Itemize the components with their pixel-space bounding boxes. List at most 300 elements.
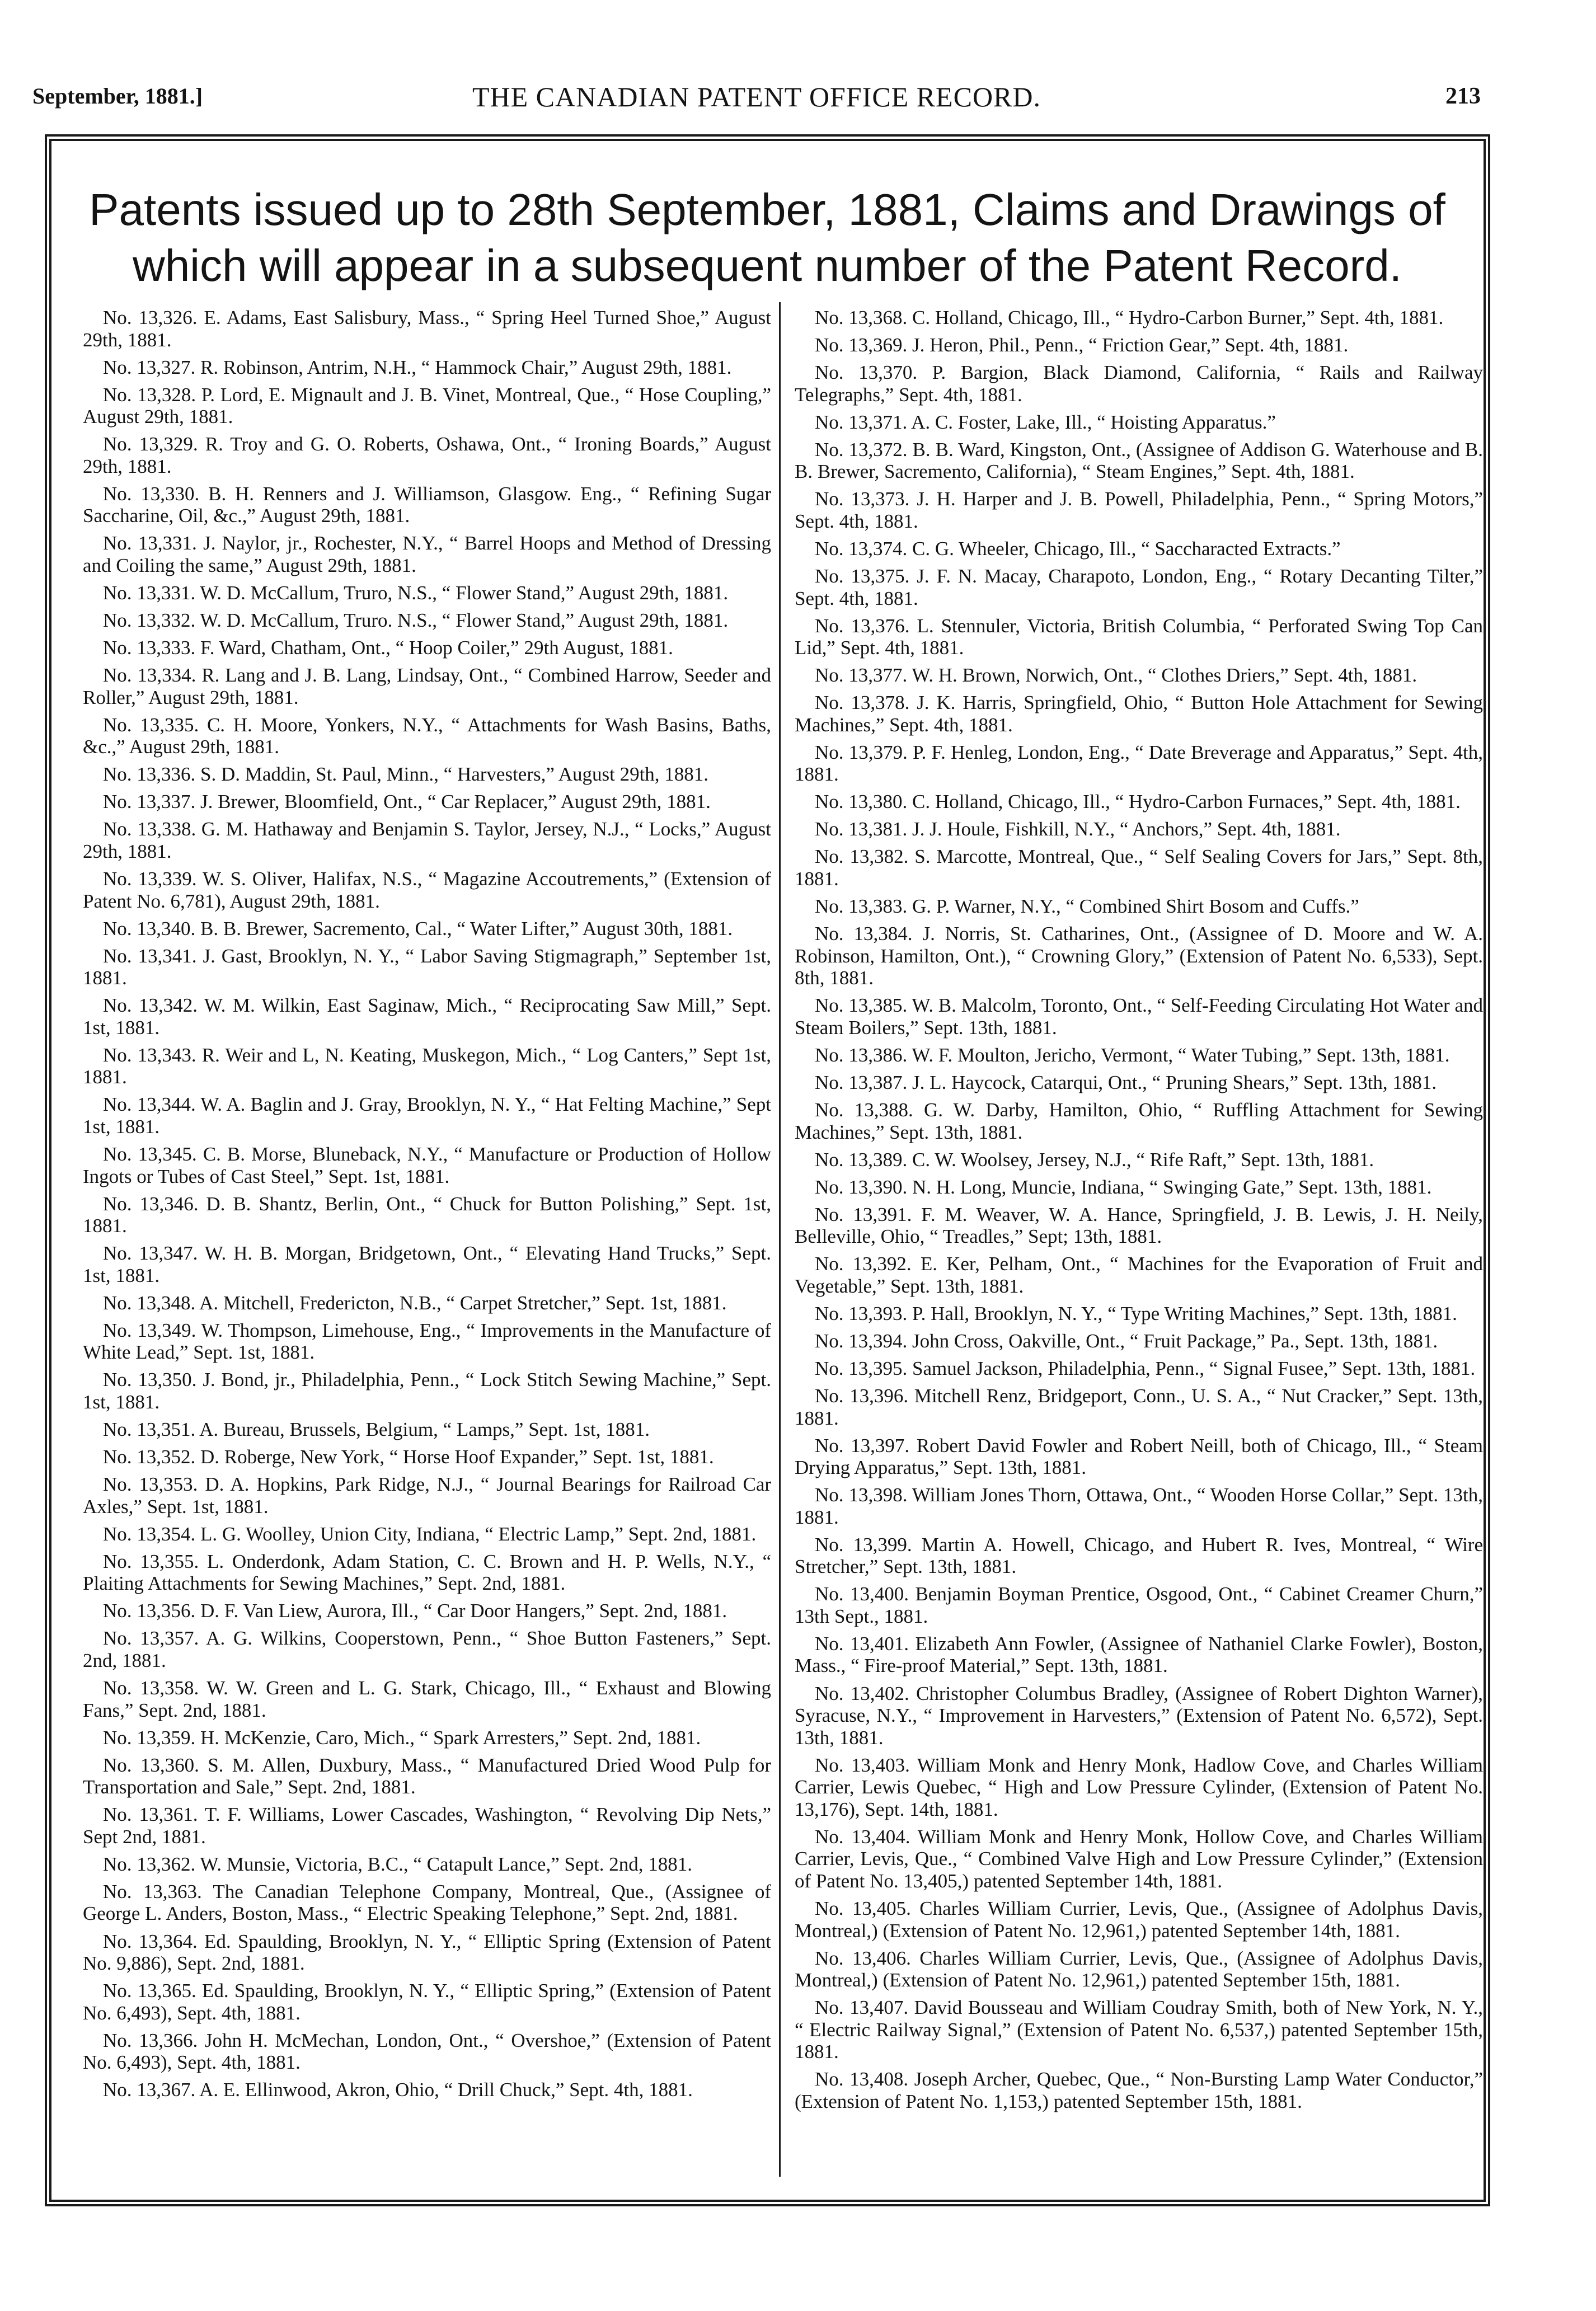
patent-description: H. McKenzie, Caro, Mich., “ Spark Arresters,” Sept. 2nd, 1881. xyxy=(200,1726,701,1749)
patent-description: D. F. Van Liew, Aurora, Ill., “ Car Door Hangers,” Sept. 2nd, 1881. xyxy=(200,1600,727,1622)
patent-entry-paragraph xyxy=(795,1826,1483,1892)
patent-entry-paragraph xyxy=(83,637,771,659)
patent-entry-paragraph xyxy=(795,1358,1483,1380)
patent-number: No. 13,405. xyxy=(815,1897,911,1919)
patent-entry xyxy=(795,1204,1483,1248)
patent-entry-paragraph xyxy=(795,411,1483,434)
patent-entry-paragraph xyxy=(795,741,1483,786)
patent-entry-paragraph xyxy=(795,1897,1483,1942)
patent-entry xyxy=(83,1930,771,1975)
patent-entry xyxy=(83,1093,771,1138)
patent-entry-paragraph xyxy=(83,945,771,989)
patent-entry-paragraph xyxy=(795,1683,1483,1749)
patent-description: S. M. Allen, Duxbury, Mass., “ Manufactured Dried Wood Pulp for Transportation and Sale,” Sept. 2nd, 1881. xyxy=(83,1754,771,1798)
patent-number: No. 13,366. xyxy=(103,2029,198,2051)
patent-number: No. 13,350. xyxy=(103,1369,197,1391)
patent-number: No. 13,398. xyxy=(815,1484,908,1506)
patent-number: No. 13,354. xyxy=(103,1523,196,1545)
patent-entry-paragraph xyxy=(83,2079,771,2101)
patent-entry xyxy=(795,538,1483,560)
patent-number: No. 13,331. xyxy=(103,582,196,604)
patent-entry xyxy=(795,994,1483,1039)
patent-description: R. Robinson, Antrim, N.H., “ Hammock Chair,” August 29th, 1881. xyxy=(200,356,732,378)
patent-entry-paragraph xyxy=(83,763,771,786)
patent-entry xyxy=(795,741,1483,786)
patent-description: D. B. Shantz, Berlin, Ont., “ Chuck for Button Polishing,” Sept. 1st, 1881. xyxy=(83,1192,771,1237)
patent-entry xyxy=(83,1727,771,1749)
patent-description: William Monk and Henry Monk, Hadlow Cove, and Charles William Carrier, Lewis Quebec, “ High and Low Pressure Cylinder, (Extension of Patent No. 13,176), Sept. 14th, 1881. xyxy=(795,1754,1483,1820)
patent-entry-paragraph xyxy=(83,1930,771,1975)
patent-entry xyxy=(795,923,1483,989)
patent-entry-paragraph xyxy=(795,1754,1483,1821)
patent-description: The Canadian Telephone Company, Montreal, Que., (Assignee of George L. Anders, Boston, Mass., “ Electric Speaking Telephone,” Sept. 2nd, 1881. xyxy=(83,1880,771,1925)
patent-entry-paragraph xyxy=(83,1754,771,1798)
patent-number: No. 13,332. xyxy=(103,609,196,632)
patent-entry-paragraph xyxy=(795,818,1483,840)
patent-description: Christopher Columbus Bradley, (Assignee of Robert Dighton Warner), Syracuse, N.Y., “ Improvement in Harvesters,” (Extension of Patent No. 6,572), Sept. 13th, 1881. xyxy=(795,1682,1483,1749)
patent-entry-paragraph xyxy=(83,1727,771,1749)
patent-entry-paragraph xyxy=(83,1044,771,1088)
patent-entry-paragraph xyxy=(795,1204,1483,1248)
patent-entry-paragraph xyxy=(795,846,1483,890)
patent-entry-paragraph xyxy=(83,433,771,477)
patent-number: No. 13,343. xyxy=(103,1044,196,1066)
patent-entry-paragraph xyxy=(83,1853,771,1876)
right-column xyxy=(795,307,1483,2170)
patent-number: No. 13,404. xyxy=(815,1825,910,1848)
patent-entry-paragraph xyxy=(83,818,771,862)
patent-description: A. E. Ellinwood, Akron, Ohio, “ Drill Chuck,” Sept. 4th, 1881. xyxy=(199,2079,693,2101)
patent-entry xyxy=(795,1044,1483,1067)
patent-entry xyxy=(83,582,771,604)
running-head xyxy=(32,83,1481,116)
patent-entry xyxy=(795,1072,1483,1094)
patent-entry-paragraph xyxy=(795,1149,1483,1171)
patent-entry xyxy=(83,791,771,813)
patent-number: No. 13,352. xyxy=(103,1446,196,1468)
patent-description: W. H. Brown, Norwich, Ont., “ Clothes Driers,” Sept. 4th, 1881. xyxy=(912,664,1417,687)
patent-description: A. G. Wilkins, Cooperstown, Penn., “ Shoe Button Fasteners,” Sept. 2nd, 1881. xyxy=(83,1627,771,1671)
patent-description: W. H. B. Morgan, Bridgetown, Ont., “ Elevating Hand Trucks,” Sept. 1st, 1881. xyxy=(83,1242,771,1286)
patent-number: No. 13,333. xyxy=(103,637,196,659)
patent-entry xyxy=(83,1418,771,1441)
patent-entry-paragraph xyxy=(795,923,1483,989)
patent-description: W. D. McCallum, Truro. N.S., “ Flower Stand,” August 29th, 1881. xyxy=(200,609,729,632)
patent-entry-paragraph xyxy=(83,994,771,1039)
patent-entry-paragraph xyxy=(83,2030,771,2074)
patent-number: No. 13,375. xyxy=(815,565,910,587)
patent-description: J. K. Harris, Springfield, Ohio, “ Button Hole Attachment for Sewing Machines,” Sept. 4th, 1881. xyxy=(795,692,1483,736)
patent-number: No. 13,392. xyxy=(815,1253,912,1275)
patent-description: J. L. Haycock, Catarqui, Ont., “ Pruning Shears,” Sept. 13th, 1881. xyxy=(912,1071,1437,1093)
patent-entry xyxy=(795,1435,1483,1479)
patent-entry xyxy=(83,1803,771,1848)
patent-entry xyxy=(795,334,1483,356)
patent-number: No. 13,361. xyxy=(103,1803,198,1826)
patent-number: No. 13,359. xyxy=(103,1726,196,1749)
patent-entry xyxy=(83,1523,771,1546)
patent-number: No. 13,394. xyxy=(815,1330,908,1352)
patent-description: J. Naylor, jr., Rochester, N.Y., “ Barrel Hoops and Method of Dressing and Coiling the same,” August 29th, 1881. xyxy=(83,532,771,576)
patent-entry xyxy=(83,868,771,912)
patent-entry xyxy=(795,791,1483,813)
patent-description: Ed. Spaulding, Brooklyn, N. Y., “ Elliptic Spring,” (Extension of Patent No. 6,493), Sept. 4th, 1881. xyxy=(83,1980,771,2024)
patent-entry xyxy=(795,664,1483,687)
patent-number: No. 13,383. xyxy=(815,895,908,918)
patent-description: W. Munsie, Victoria, B.C., “ Catapult Lance,” Sept. 2nd, 1881. xyxy=(200,1853,692,1875)
patent-number: No. 13,342. xyxy=(103,994,198,1017)
patent-entry-paragraph xyxy=(83,1803,771,1848)
patent-entry xyxy=(83,433,771,477)
patent-description: Samuel Jackson, Philadelphia, Penn., “ Signal Fusee,” Sept. 13th, 1881. xyxy=(912,1357,1476,1379)
patent-entry xyxy=(795,1633,1483,1677)
patent-entry-paragraph xyxy=(83,1980,771,2024)
patent-description: C. W. Woolsey, Jersey, N.J., “ Rife Raft,” Sept. 13th, 1881. xyxy=(912,1148,1374,1171)
patent-description: S. Marcotte, Montreal, Que., “ Self Sealing Covers for Jars,” Sept. 8th, 1881. xyxy=(795,846,1483,890)
patent-description: Martin A. Howell, Chicago, and Hubert R. Ives, Montreal, “ Wire Stretcher,” Sept. 13th, 1881. xyxy=(795,1533,1483,1578)
column-divider xyxy=(779,302,781,2177)
patent-number: No. 13,408. xyxy=(815,2068,909,2091)
patent-entry xyxy=(795,1683,1483,1749)
patent-entry xyxy=(83,307,771,351)
patent-number: No. 13,368. xyxy=(815,307,908,328)
patent-description: C. B. Morse, Bluneback, N.Y., “ Manufacture or Production of Hollow Ingots or Tubes of Cast Steel,” Sept. 1st, 1881. xyxy=(83,1143,771,1187)
patent-description: Charles William Currier, Levis, Que., (Assignee of Adolphus Davis, Montreal,) (Extension of Patent No. 12,961,) patented September 15th, 1881. xyxy=(795,1947,1483,1991)
patent-entry xyxy=(83,1754,771,1798)
patent-number: No. 13,353. xyxy=(103,1473,198,1496)
patent-description: F. M. Weaver, W. A. Hance, Springfield, J. B. Lewis, J. H. Neily, Belleville, Ohio, “ Treadles,” Sept; 13th, 1881. xyxy=(795,1203,1483,1248)
patent-description: J. H. Harper and J. B. Powell, Philadelphia, Penn., “ Spring Motors,” Sept. 4th, 1881. xyxy=(795,488,1483,532)
patent-number: No. 13,349. xyxy=(103,1319,196,1341)
patent-description: W. M. Wilkin, East Saginaw, Mich., “ Reciprocating Saw Mill,” Sept. 1st, 1881. xyxy=(83,994,771,1039)
patent-number: No. 13,328. xyxy=(103,383,196,406)
patent-entry xyxy=(83,1242,771,1286)
patent-description: J. J. Houle, Fishkill, N.Y., “ Anchors,” Sept. 4th, 1881. xyxy=(912,818,1341,840)
patent-number: No. 13,400. xyxy=(815,1583,909,1605)
patent-entry-paragraph xyxy=(795,1534,1483,1578)
patent-entry xyxy=(795,1897,1483,1942)
patent-description: G. P. Warner, N.Y., “ Combined Shirt Bosom and Cuffs.” xyxy=(912,895,1359,918)
patent-description: L. G. Woolley, Union City, Indiana, “ Electric Lamp,” Sept. 2nd, 1881. xyxy=(200,1523,757,1545)
patent-entry xyxy=(83,1677,771,1721)
patent-entry xyxy=(83,384,771,428)
patent-number: No. 13,364. xyxy=(103,1930,198,1952)
patent-entry-paragraph xyxy=(83,1242,771,1286)
patent-entry xyxy=(83,356,771,379)
patent-entry-paragraph xyxy=(795,1099,1483,1143)
patent-description: P. Bargion, Black Diamond, California, “ Rails and Railway Telegraphs,” Sept. 4th, 1881. xyxy=(795,361,1483,406)
patent-number: No. 13,403. xyxy=(815,1754,910,1776)
patent-entry xyxy=(83,1853,771,1876)
patent-number: No. 13,345. xyxy=(103,1143,197,1166)
patent-description: R. Troy and G. O. Roberts, Oshawa, Ont., “ Ironing Boards,” August 29th, 1881. xyxy=(83,433,771,477)
patent-number: No. 13,363. xyxy=(103,1880,202,1903)
patent-number: No. 13,402. xyxy=(815,1682,909,1704)
patent-number: No. 13,372. xyxy=(815,438,908,461)
patent-entry-paragraph xyxy=(83,1523,771,1546)
patent-entry-paragraph xyxy=(795,1303,1483,1325)
patent-description: A. Mitchell, Fredericton, N.B., “ Carpet Stretcher,” Sept. 1st, 1881. xyxy=(199,1291,727,1314)
patent-description: J. Heron, Phil., Penn., “ Friction Gear,” Sept. 4th, 1881. xyxy=(912,334,1349,356)
patent-number: No. 13,407. xyxy=(815,1997,909,2019)
patent-number: No. 13,339. xyxy=(103,868,197,890)
patent-entry-paragraph xyxy=(83,664,771,708)
section-heading-line-2: which will appear in a subsequent number of the Patent Record. xyxy=(132,241,1402,290)
patent-entry-paragraph xyxy=(795,1997,1483,2063)
patent-description: G. M. Hathaway and Benjamin S. Taylor, Jersey, N.J., “ Locks,” August 29th, 1881. xyxy=(83,818,771,862)
patent-entry-paragraph xyxy=(795,1330,1483,1352)
patent-entry xyxy=(795,2068,1483,2112)
patent-entry-paragraph xyxy=(795,565,1483,609)
patent-entry xyxy=(795,488,1483,532)
patent-entry-paragraph xyxy=(83,307,771,351)
patent-description: B. B. Brewer, Sacremento, Cal., “ Water Lifter,” August 30th, 1881. xyxy=(200,917,733,940)
patent-entry xyxy=(83,918,771,940)
patent-entry xyxy=(795,1534,1483,1578)
patent-entry-paragraph xyxy=(795,439,1483,483)
patent-entry xyxy=(795,1358,1483,1380)
section-heading xyxy=(62,182,1473,294)
patent-entry xyxy=(795,1754,1483,1821)
patent-number: No. 13,380. xyxy=(815,791,908,813)
patent-entry xyxy=(83,1881,771,1925)
patent-number: No. 13,341. xyxy=(103,945,197,967)
patent-number: No. 13,348. xyxy=(103,1291,196,1314)
patent-entry xyxy=(83,1600,771,1622)
patent-number: No. 13,355. xyxy=(103,1550,199,1572)
patent-entry xyxy=(83,2030,771,2074)
patent-description: W. F. Moulton, Jericho, Vermont, “ Water Tubing,” Sept. 13th, 1881. xyxy=(912,1044,1450,1066)
patent-number: No. 13,376. xyxy=(815,614,910,637)
patent-entry xyxy=(795,1176,1483,1199)
patent-number: No. 13,378. xyxy=(815,692,910,714)
patent-entry-paragraph xyxy=(795,334,1483,356)
patent-number: No. 13,382. xyxy=(815,846,909,868)
patent-entry-paragraph xyxy=(83,1292,771,1314)
section-heading-line-1: Patents issued up to 28th September, 1881, Claims and Drawings of xyxy=(89,185,1445,234)
patent-entry xyxy=(83,664,771,708)
patent-entry-paragraph xyxy=(83,1881,771,1925)
patent-description: L. Stennuler, Victoria, British Columbia, “ Perforated Swing Top Can Lid,” Sept. 4th, 1881. xyxy=(795,614,1483,659)
patent-number: No. 13,386. xyxy=(815,1044,908,1066)
patent-entry-paragraph xyxy=(795,1253,1483,1297)
patent-description: J. Bond, jr., Philadelphia, Penn., “ Lock Stitch Sewing Machine,” Sept. 1st, 1881. xyxy=(83,1369,771,1413)
patent-number: No. 13,358. xyxy=(103,1677,199,1699)
patent-number: No. 13,340. xyxy=(103,917,196,940)
patent-entry xyxy=(83,1446,771,1468)
patent-description: W. Thompson, Limehouse, Eng., “ Improvements in the Manufacture of White Lead,” Sept. 1st, 1881. xyxy=(83,1319,771,1364)
patent-number: No. 13,330. xyxy=(103,482,200,505)
patent-entry xyxy=(83,945,771,989)
patent-entry xyxy=(795,1484,1483,1528)
patent-description: C. Holland, Chicago, Ill., “ Hydro-Carbon Furnaces,” Sept. 4th, 1881. xyxy=(912,791,1461,813)
patent-description: J. Gast, Brooklyn, N. Y., “ Labor Saving Stigmagraph,” September 1st, 1881. xyxy=(83,945,771,989)
patent-number: No. 13,331. xyxy=(103,532,197,555)
patent-description: Elizabeth Ann Fowler, (Assignee of Nathaniel Clarke Fowler), Boston, Mass., “ Fire-proof Material,” Sept. 13th, 1881. xyxy=(795,1632,1483,1677)
patent-entry-paragraph xyxy=(795,488,1483,532)
patent-number: No. 13,381. xyxy=(815,818,908,840)
patent-entry-paragraph xyxy=(795,994,1483,1039)
patent-number: No. 13,337. xyxy=(103,791,196,813)
patent-number: No. 13,365. xyxy=(103,1980,196,2002)
patent-description: B. H. Renners and J. Williamson, Glasgow. Eng., “ Refining Sugar Saccharine, Oil, &c.,” August 29th, 1881. xyxy=(83,482,771,527)
patent-number: No. 13,387. xyxy=(815,1071,908,1093)
patent-description: William Monk and Henry Monk, Hollow Cove, and Charles William Carrier, Levis, Que., “ Combined Valve High and Low Pressure Cylinder,” (Extension of Patent No. 13,405,) patented September 14th, 1881. xyxy=(795,1825,1483,1892)
patent-description: Ed. Spaulding, Brooklyn, N. Y., “ Elliptic Spring (Extension of Patent No. 9,886), Sept. 2nd, 1881. xyxy=(83,1930,771,1975)
patent-entry xyxy=(795,1385,1483,1429)
patent-entry xyxy=(83,763,771,786)
patent-description: G. W. Darby, Hamilton, Ohio, “ Ruffling Attachment for Sewing Machines,” Sept. 13th, 1881. xyxy=(795,1098,1483,1143)
patent-number: No. 13,357. xyxy=(103,1627,199,1650)
patent-entry-paragraph xyxy=(795,1385,1483,1429)
patent-number: No. 13,373. xyxy=(815,488,910,510)
patent-entry-paragraph xyxy=(83,384,771,428)
patent-entry xyxy=(83,2079,771,2101)
patent-description: N. H. Long, Muncie, Indiana, “ Swinging Gate,” Sept. 13th, 1881. xyxy=(912,1176,1432,1198)
patent-entry-paragraph xyxy=(83,1418,771,1441)
patent-entry-paragraph xyxy=(83,1369,771,1413)
patent-entry-paragraph xyxy=(83,356,771,379)
patent-number: No. 13,360. xyxy=(103,1754,199,1776)
patent-description: Charles William Currier, Levis, Que., (Assignee of Adolphus Davis, Montreal,) (Extension of Patent No. 12,961,) patented September 14th, 1881. xyxy=(795,1897,1483,1942)
patent-number: No. 13,401. xyxy=(815,1632,909,1655)
patent-description: P. Hall, Brooklyn, N. Y., “ Type Writing Machines,” Sept. 13th, 1881. xyxy=(912,1302,1457,1324)
patent-number: No. 13,395. xyxy=(815,1357,908,1379)
patent-description: W. B. Malcolm, Toronto, Ont., “ Self-Feeding Circulating Hot Water and Steam Boilers,” Sept. 13th, 1881. xyxy=(795,994,1483,1039)
patent-entry xyxy=(83,1193,771,1237)
patent-entry xyxy=(83,1627,771,1671)
patent-entry-paragraph xyxy=(83,1677,771,1721)
patent-entry-paragraph xyxy=(83,791,771,813)
patent-entry xyxy=(795,1826,1483,1892)
patent-entry xyxy=(83,1292,771,1314)
patent-number: No. 13,389. xyxy=(815,1148,908,1171)
patent-number: No. 13,362. xyxy=(103,1853,196,1875)
patent-number: No. 13,374. xyxy=(815,537,908,560)
patent-entry xyxy=(83,609,771,632)
patent-entry-paragraph xyxy=(795,1072,1483,1094)
patent-description: John H. McMechan, London, Ont., “ Overshoe,” (Extension of Patent No. 6,493), Sept. 4th, 1881. xyxy=(83,2029,771,2074)
patent-entry xyxy=(795,1149,1483,1171)
patent-entry-paragraph xyxy=(83,1143,771,1187)
patent-entry-paragraph xyxy=(795,1947,1483,1991)
patent-description: W. A. Baglin and J. Gray, Brooklyn, N. Y., “ Hat Felting Machine,” Sept 1st, 1881. xyxy=(83,1093,771,1138)
patent-description: J. Brewer, Bloomfield, Ont., “ Car Replacer,” August 29th, 1881. xyxy=(200,791,711,813)
patent-description: A. Bureau, Brussels, Belgium, “ Lamps,” Sept. 1st, 1881. xyxy=(199,1418,650,1441)
patent-number: No. 13,384. xyxy=(815,923,913,945)
patent-entry xyxy=(795,1330,1483,1352)
patent-number: No. 13,406. xyxy=(815,1947,911,1969)
patent-description: C. G. Wheeler, Chicago, Ill., “ Saccharacted Extracts.” xyxy=(912,537,1341,560)
patent-description: W. D. McCallum, Truro, N.S., “ Flower Stand,” August 29th, 1881. xyxy=(200,582,729,604)
patent-entry-paragraph xyxy=(795,1633,1483,1677)
patent-description: David Bousseau and William Coudray Smith, both of New York, N. Y., “ Electric Railway Signal,” (Extension of Patent No. 6,537,) patented September 15th, 1881. xyxy=(795,1997,1483,2063)
patent-entry xyxy=(83,818,771,862)
patent-entry xyxy=(795,1583,1483,1627)
patent-number: No. 13,399. xyxy=(815,1533,912,1556)
patent-number: No. 13,338. xyxy=(103,818,196,840)
patent-description: L. Onderdonk, Adam Station, C. C. Brown and H. P. Wells, N.Y., “ Plaiting Attachments for Sewing Machines,” Sept. 2nd, 1881. xyxy=(83,1550,771,1595)
patent-entry-paragraph xyxy=(795,895,1483,918)
patent-entry-paragraph xyxy=(795,538,1483,560)
patent-entry-paragraph xyxy=(795,1176,1483,1199)
patent-number: No. 13,326. xyxy=(103,307,198,328)
patent-entry-paragraph xyxy=(83,714,771,758)
patent-number: No. 13,327. xyxy=(103,356,196,378)
patent-number: No. 13,385. xyxy=(815,994,908,1017)
left-column xyxy=(83,307,771,2170)
patent-description: B. B. Ward, Kingston, Ont., (Assignee of Addison G. Waterhouse and B. B. Brewer, Sacremento, California), “ Steam Engines,” Sept. 4th, 1881. xyxy=(795,438,1483,483)
patent-entry xyxy=(795,411,1483,434)
patent-number: No. 13,370. xyxy=(815,361,918,384)
patent-number: No. 13,347. xyxy=(103,1242,198,1265)
patent-entry xyxy=(795,818,1483,840)
patent-entry-paragraph xyxy=(795,1583,1483,1627)
patent-entry xyxy=(795,846,1483,890)
patent-description: A. C. Foster, Lake, Ill., “ Hoisting Apparatus.” xyxy=(911,411,1276,433)
patent-number: No. 13,335. xyxy=(103,713,199,736)
patent-description: William Jones Thorn, Ottawa, Ont., “ Wooden Horse Collar,” Sept. 13th, 1881. xyxy=(795,1484,1483,1528)
patent-description: W. W. Green and L. G. Stark, Chicago, Ill., “ Exhaust and Blowing Fans,” Sept. 2nd, 1881. xyxy=(83,1677,771,1721)
patent-description: P. F. Henleg, London, Eng., “ Date Breverage and Apparatus,” Sept. 4th, 1881. xyxy=(795,741,1483,786)
patent-description: Mitchell Renz, Bridgeport, Conn., U. S. A., “ Nut Cracker,” Sept. 13th, 1881. xyxy=(795,1384,1483,1429)
patent-description: D. Roberge, New York, “ Horse Hoof Expander,” Sept. 1st, 1881. xyxy=(200,1446,714,1468)
patent-entry xyxy=(795,307,1483,329)
patent-description: R. Weir and L, N. Keating, Muskegon, Mich., “ Log Canters,” Sept 1st, 1881. xyxy=(83,1044,771,1088)
patent-entry-paragraph xyxy=(795,1044,1483,1067)
patent-entry-paragraph xyxy=(83,918,771,940)
patent-entry-paragraph xyxy=(795,791,1483,813)
patent-description: Joseph Archer, Quebec, Que., “ Non-Bursting Lamp Water Conductor,” (Extension of Patent No. 1,153,) patented September 15th, 1881. xyxy=(795,2068,1483,2112)
patent-description: C. H. Moore, Yonkers, N.Y., “ Attachments for Wash Basins, Baths, &c.,” August 29th, 1881. xyxy=(83,713,771,758)
patent-description: Robert David Fowler and Robert Neill, both of Chicago, Ill., “ Steam Drying Apparatus,” Sept. 13th, 1881. xyxy=(795,1434,1483,1479)
patent-entry xyxy=(795,1997,1483,2063)
patent-number: No. 13,367. xyxy=(103,2079,196,2101)
patent-entry-paragraph xyxy=(795,1435,1483,1479)
patent-entry-paragraph xyxy=(83,1319,771,1364)
patent-entry-paragraph xyxy=(83,1193,771,1237)
patent-number: No. 13,346. xyxy=(103,1192,199,1215)
patent-number: No. 13,351. xyxy=(103,1418,196,1441)
patent-entry-paragraph xyxy=(795,664,1483,687)
journal-title: THE CANADIAN PATENT OFFICE RECORD. xyxy=(472,81,1041,112)
patent-description: Benjamin Boyman Prentice, Osgood, Ont., “ Cabinet Creamer Churn,” 13th Sept., 1881. xyxy=(795,1583,1483,1627)
issue-date: September, 1881.] xyxy=(32,83,203,109)
patent-description: S. D. Maddin, St. Paul, Minn., “ Harvesters,” August 29th, 1881. xyxy=(200,763,709,786)
patent-entry-paragraph xyxy=(83,483,771,527)
patent-description: E. Ker, Pelham, Ont., “ Machines for the Evaporation of Fruit and Vegetable,” Sept. 13th, 1881. xyxy=(795,1253,1483,1297)
patent-entry xyxy=(83,1473,771,1518)
patent-entry-paragraph xyxy=(795,307,1483,329)
patent-description: R. Lang and J. B. Lang, Lindsay, Ont., “ Combined Harrow, Seeder and Roller,” August 29th, 1881. xyxy=(83,664,771,708)
patent-entry-paragraph xyxy=(83,1551,771,1595)
patent-number: No. 13,388. xyxy=(815,1098,913,1121)
patent-entry-paragraph xyxy=(795,692,1483,736)
patent-entry-paragraph xyxy=(83,868,771,912)
patent-number: No. 13,391. xyxy=(815,1203,912,1225)
patent-entry-paragraph xyxy=(83,1093,771,1138)
patent-entry-paragraph xyxy=(795,1484,1483,1528)
patent-number: No. 13,397. xyxy=(815,1434,910,1457)
patent-description: W. S. Oliver, Halifax, N.S., “ Magazine Accoutrements,” (Extension of Patent No. 6,781), August 29th, 1881. xyxy=(83,868,771,912)
patent-entry-paragraph xyxy=(83,1473,771,1518)
patent-entry-paragraph xyxy=(83,582,771,604)
patent-entry xyxy=(795,1099,1483,1143)
patent-number: No. 13,379. xyxy=(815,741,908,763)
patent-entry xyxy=(83,1551,771,1595)
patent-entry xyxy=(83,1044,771,1088)
patent-entry xyxy=(83,637,771,659)
